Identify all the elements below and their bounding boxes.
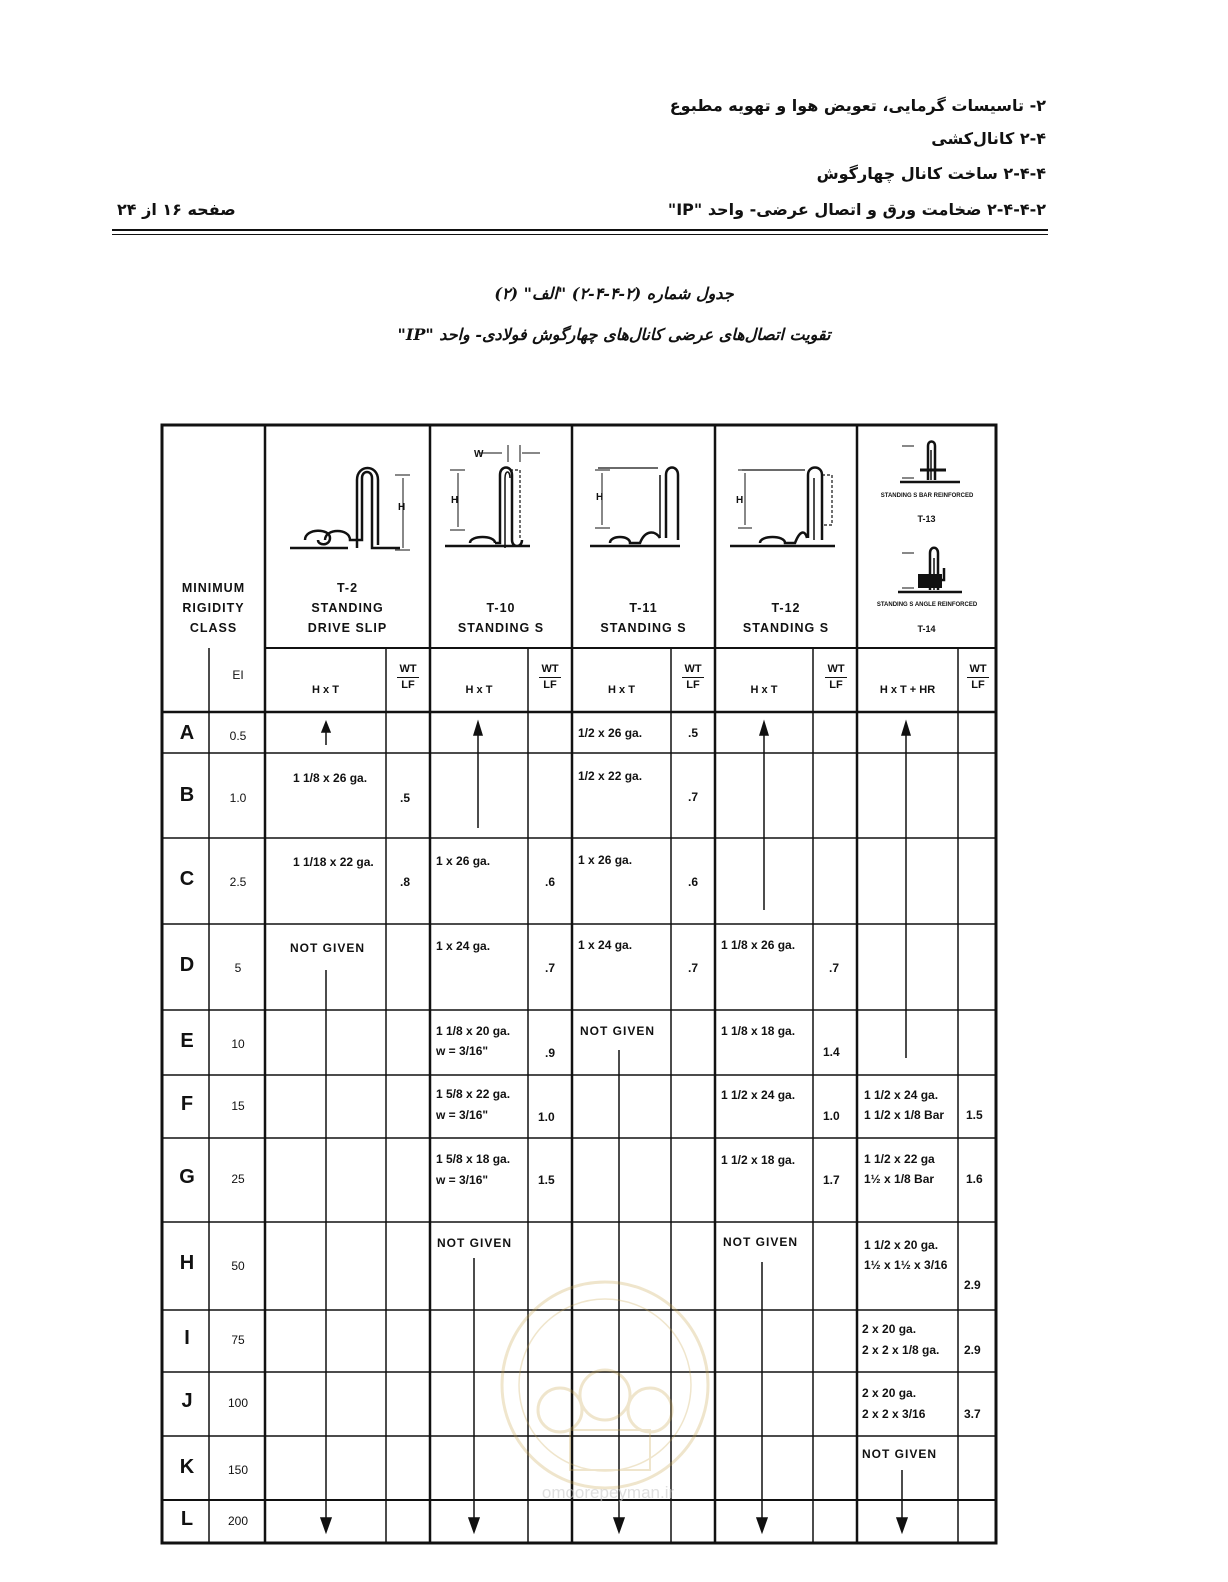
ei-a: 0.5 bbox=[229, 729, 247, 743]
t12-f-wt: 1.0 bbox=[823, 1109, 840, 1123]
t12-hxt: H x T bbox=[750, 684, 778, 696]
t12-d-size: 1 1/8 x 26 ga. bbox=[721, 938, 796, 952]
t11-e-not-given: NOT GIVEN bbox=[580, 1024, 656, 1038]
t10-f-w: w = 3/16" bbox=[436, 1108, 489, 1122]
table-title: جدول شماره (۲-۴-۴-۲) "الف" (۲) bbox=[494, 284, 734, 303]
t13-drawing bbox=[900, 442, 960, 483]
class-e: E bbox=[180, 1030, 194, 1052]
t10-w-label: W bbox=[474, 449, 484, 460]
t10-f-size: 1 5/8 x 22 ga. bbox=[436, 1087, 511, 1101]
section-heading-4: ۲-۴-۴-۲ ضخامت ورق و اتصال عرضی- واحد "IP" bbox=[667, 200, 1046, 219]
class-h: H bbox=[179, 1252, 195, 1274]
t10-d-wt: .7 bbox=[545, 961, 556, 975]
ei-l: 200 bbox=[227, 1514, 249, 1528]
t10-c-wt: .6 bbox=[545, 875, 556, 889]
t10-g-size: 1 5/8 x 18 ga. bbox=[436, 1152, 511, 1166]
ei-d: 5 bbox=[234, 961, 242, 975]
t13-j-angle: 2 x 2 x 3/16 bbox=[862, 1407, 926, 1421]
t13-f-wt: 1.5 bbox=[966, 1108, 983, 1122]
t2-wt-lf: $\frac{WT}{LF}$ bbox=[397, 662, 419, 693]
t14-drawing bbox=[898, 548, 962, 592]
extension-arrows bbox=[321, 722, 910, 1532]
t10-wt-lf: $\frac{WT}{LF}$ bbox=[539, 662, 561, 693]
t13-f-bar: 1 1/2 x 1/8 Bar bbox=[864, 1108, 945, 1122]
ei-e: 10 bbox=[231, 1037, 245, 1051]
t13-hxt-hr: H x T + HR bbox=[879, 684, 936, 696]
t12-header: T-12 STANDING S bbox=[742, 601, 830, 635]
section-heading-1: ۲- تاسیسات گرمایی، تعویض هوا و تهویه مطبوع bbox=[669, 96, 1046, 115]
ei-g: 25 bbox=[231, 1172, 245, 1186]
t10-f-wt: 1.0 bbox=[538, 1110, 555, 1124]
t12-e-wt: 1.4 bbox=[823, 1045, 840, 1059]
class-f: F bbox=[180, 1093, 194, 1115]
watermark-url: omoorepeyman.ir bbox=[541, 1483, 675, 1502]
t2-b-size: 1 1/8 x 26 ga. bbox=[293, 771, 368, 785]
class-j: J bbox=[181, 1390, 193, 1412]
t10-h-not-given: NOT GIVEN bbox=[437, 1236, 513, 1250]
t10-drawing bbox=[445, 445, 540, 548]
ei-b: 1.0 bbox=[229, 791, 247, 805]
ei-c: 2.5 bbox=[229, 875, 247, 889]
t11-b-wt: .7 bbox=[688, 790, 699, 804]
t13-caption: STANDING S BAR REINFORCED bbox=[880, 493, 974, 499]
t12-h-not-given: NOT GIVEN bbox=[723, 1235, 799, 1249]
t13-j-size: 2 x 20 ga. bbox=[862, 1386, 917, 1400]
t10-header: T-10 STANDING S bbox=[457, 601, 545, 635]
t13-h-angle: 1½ x 1½ x 3/16 bbox=[864, 1258, 948, 1272]
t2-hxt: H x T bbox=[312, 684, 339, 696]
t10-g-wt: 1.5 bbox=[538, 1173, 555, 1187]
t10-d-size: 1 x 24 ga. bbox=[436, 939, 491, 953]
t12-f-size: 1 1/2 x 24 ga. bbox=[721, 1088, 796, 1102]
class-d: D bbox=[179, 954, 195, 976]
t13-i-wt: 2.9 bbox=[964, 1343, 981, 1357]
table-subtitle: تقویت اتصال‌های عرضی کانال‌های چهارگوش فولادی- واحد "IP" bbox=[397, 325, 831, 344]
t11-wt-lf: $\frac{WT}{LF}$ bbox=[682, 662, 704, 693]
t11-h-label: H bbox=[596, 492, 604, 503]
t11-b-size: 1/2 x 22 ga. bbox=[578, 769, 643, 783]
t13-g-wt: 1.6 bbox=[966, 1172, 983, 1186]
t13-h-size: 1 1/2 x 20 ga. bbox=[864, 1238, 939, 1252]
t12-d-wt: .7 bbox=[829, 961, 840, 975]
t10-g-w: w = 3/16" bbox=[436, 1173, 489, 1187]
ei-k: 150 bbox=[227, 1463, 249, 1477]
t2-drawing bbox=[290, 468, 410, 550]
t13-k-not-given: NOT GIVEN bbox=[862, 1447, 938, 1461]
t13-i-angle: 2 x 2 x 1/8 ga. bbox=[862, 1343, 940, 1357]
t14-code: T-14 bbox=[917, 624, 936, 634]
t10-e-w: w = 3/16" bbox=[436, 1044, 489, 1058]
t13-f-size: 1 1/2 x 24 ga. bbox=[864, 1088, 939, 1102]
class-k: K bbox=[179, 1456, 195, 1478]
class-i: I bbox=[184, 1327, 190, 1349]
t10-c-size: 1 x 26 ga. bbox=[436, 854, 491, 868]
class-g: G bbox=[179, 1166, 195, 1188]
t13-g-size: 1 1/2 x 22 ga bbox=[864, 1152, 935, 1166]
class-b: B bbox=[179, 784, 195, 806]
t2-b-wt: .5 bbox=[400, 791, 411, 805]
t12-drawing bbox=[730, 468, 835, 547]
t12-e-size: 1 1/8 x 18 ga. bbox=[721, 1024, 796, 1038]
t10-e-wt: .9 bbox=[545, 1046, 556, 1060]
t11-a-size: 1/2 x 26 ga. bbox=[578, 726, 643, 740]
class-l: L bbox=[180, 1508, 194, 1530]
t10-h-label: H bbox=[451, 495, 459, 506]
section-heading-3: ۲-۴-۴ ساخت کانال چهارگوش bbox=[816, 164, 1046, 183]
t13-i-size: 2 x 20 ga. bbox=[862, 1322, 917, 1336]
t2-header: T-2 STANDING DRIVE SLIP bbox=[307, 581, 388, 635]
class-c: C bbox=[179, 868, 195, 890]
t10-hxt: H x T bbox=[465, 684, 493, 696]
t2-c-size: 1 1/18 x 22 ga. bbox=[293, 855, 374, 869]
t13-j-wt: 3.7 bbox=[964, 1407, 981, 1421]
t11-a-wt: .5 bbox=[688, 726, 699, 740]
ei-j: 100 bbox=[227, 1396, 249, 1410]
t2-c-wt: .8 bbox=[400, 875, 411, 889]
t14-caption: STANDING S ANGLE REINFORCED bbox=[876, 602, 978, 608]
t12-wt-lf: $\frac{WT}{LF}$ bbox=[825, 662, 847, 693]
t11-d-wt: .7 bbox=[688, 961, 699, 975]
t13-wt-lf: $\frac{WT}{LF}$ bbox=[967, 662, 989, 693]
ei-h: 50 bbox=[231, 1259, 245, 1273]
section-heading-2: ۲-۴ کانال‌کشی bbox=[931, 129, 1046, 148]
t12-h-label: H bbox=[736, 495, 744, 506]
t2-d-not-given: NOT GIVEN bbox=[290, 941, 366, 955]
ei-header: EI bbox=[232, 668, 244, 682]
t13-g-bar: 1½ x 1/8 Bar bbox=[864, 1172, 935, 1186]
t12-g-size: 1 1/2 x 18 ga. bbox=[721, 1153, 796, 1167]
t11-c-wt: .6 bbox=[688, 875, 699, 889]
ei-f: 15 bbox=[231, 1099, 245, 1113]
t11-c-size: 1 x 26 ga. bbox=[578, 853, 633, 867]
t11-hxt: H x T bbox=[608, 684, 635, 696]
t11-header: T-11 STANDING S bbox=[600, 601, 687, 635]
watermark-seal bbox=[502, 1282, 708, 1488]
ei-i: 75 bbox=[231, 1333, 245, 1347]
class-a: A bbox=[179, 722, 195, 744]
t2-h-label: H bbox=[398, 502, 406, 513]
t11-d-size: 1 x 24 ga. bbox=[578, 938, 633, 952]
t10-e-size: 1 1/8 x 20 ga. bbox=[436, 1024, 511, 1038]
t13-h-wt: 2.9 bbox=[964, 1278, 981, 1292]
page-number: صفحه ۱۶ از ۲۴ bbox=[117, 200, 236, 219]
class-header: MINIMUM RIGIDITY CLASS bbox=[181, 581, 246, 635]
t12-g-wt: 1.7 bbox=[823, 1173, 840, 1187]
t11-drawing bbox=[590, 468, 680, 547]
t13-code: T-13 bbox=[917, 514, 936, 524]
